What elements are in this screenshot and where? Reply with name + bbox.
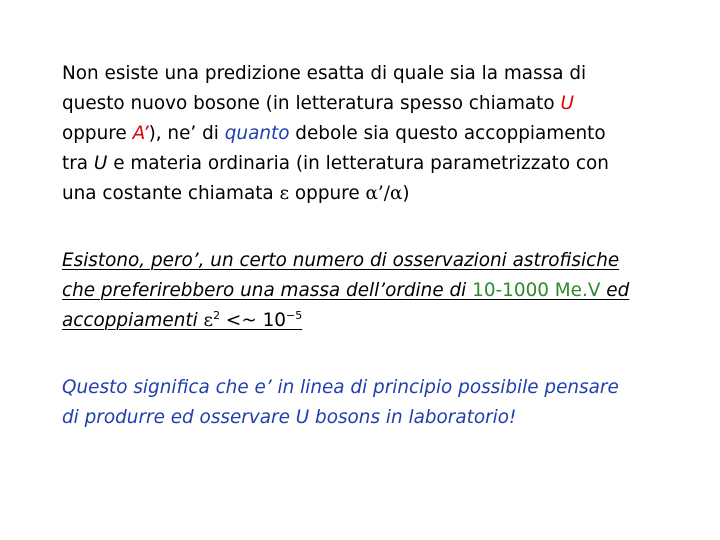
text-segment: ed	[600, 280, 630, 301]
paragraph-astrophysical-observations	[62, 246, 672, 336]
text-line	[62, 306, 672, 336]
text-segment: e materia ordinaria (in letteratura parametrizzato con	[107, 153, 609, 174]
text-line	[62, 149, 672, 179]
text-segment: accoppiamenti	[62, 310, 204, 331]
text-segment: questo nuovo bosone (in letteratura spesso chiamato	[62, 93, 561, 114]
paragraph-lab-conclusion	[62, 373, 672, 433]
u-symbol: U	[93, 153, 108, 174]
epsilon-exponent: 2	[213, 308, 221, 322]
text-line	[62, 59, 672, 89]
text-line	[62, 403, 672, 433]
epsilon-symbol: ε	[203, 310, 214, 331]
text-segment: di produrre ed osservare U bosons in laboratorio!	[62, 407, 517, 428]
alpha-ratio-symbol: α’/α	[365, 183, 403, 204]
text-segment: tra	[62, 153, 94, 174]
text-line	[62, 179, 672, 209]
text-line	[62, 89, 672, 119]
u-boson-symbol: U	[560, 93, 574, 114]
text-segment: )	[402, 183, 410, 204]
text-segment: ), ne’ di	[148, 123, 225, 144]
text-line	[62, 276, 672, 306]
text-segment: Questo significa che e’ in linea di principio possibile pensare	[62, 377, 619, 398]
text-segment: Non esiste una predizione esatta di quale sia la massa di	[62, 63, 587, 84]
quanto-word: quanto	[224, 123, 290, 144]
coupling-exponent: −5	[285, 308, 303, 322]
paragraph-mass-prediction	[62, 59, 672, 209]
text-segment: che preferirebbero una massa dell’ordine di	[62, 280, 473, 301]
text-segment: oppure	[62, 123, 133, 144]
text-line	[62, 119, 672, 149]
text-line	[62, 246, 672, 276]
text-segment: debole sia questo accoppiamento	[289, 123, 606, 144]
text-line	[62, 373, 672, 403]
text-segment: Esistono, pero’, un certo numero di osservazioni astrofisiche	[62, 250, 620, 271]
text-segment: una costante chiamata	[62, 183, 280, 204]
text-segment: oppure	[289, 183, 366, 204]
mass-range: 10-1000 Me.V	[472, 280, 601, 301]
a-prime-symbol: A’	[132, 123, 149, 144]
coupling-bound: <~ 10	[220, 310, 286, 331]
epsilon-symbol: ε	[279, 183, 290, 204]
